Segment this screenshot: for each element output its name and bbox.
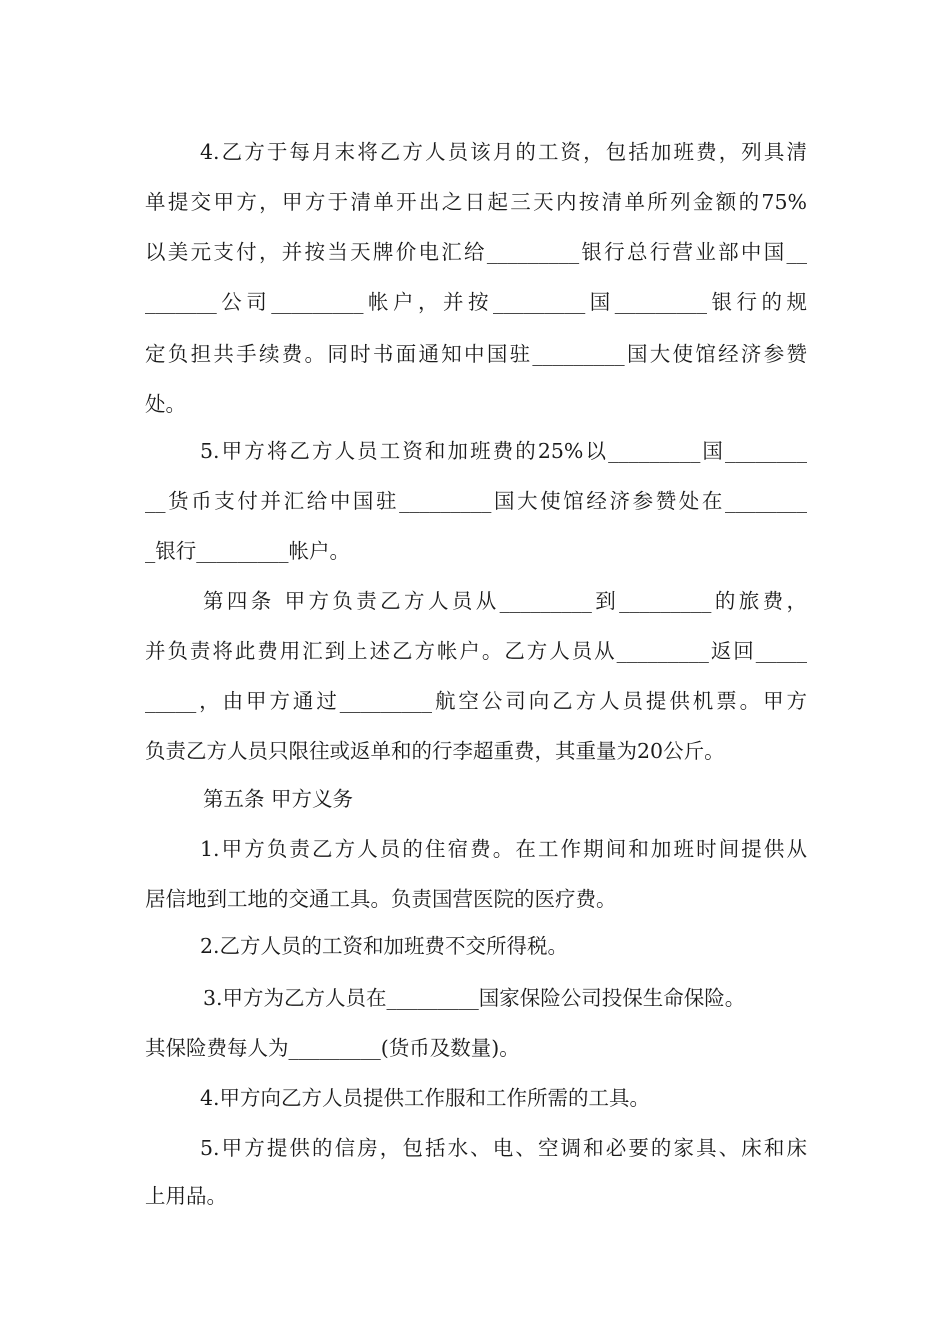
- text-line: _______公司_________帐户，并按_________国_________银行的规: [145, 290, 807, 314]
- text-line: _银行_________帐户。: [145, 539, 350, 563]
- text-line: 3.甲方为乙方人员在_________国家保险公司投保生命保险。: [203, 986, 746, 1010]
- text-line: 并负责将此费用汇到上述乙方帐户。乙方人员从_________返回_____: [145, 639, 807, 663]
- text-line: 4.甲方向乙方人员提供工作服和工作所需的工具。: [200, 1086, 651, 1110]
- text-line: 其保险费每人为_________(货币及数量)。: [145, 1036, 520, 1060]
- text-line: 单提交甲方，甲方于清单开出之日起三天内按清单所列金额的75%: [145, 190, 807, 214]
- text-line: 定负担共手续费。同时书面通知中国驻_________国大使馆经济参赞: [145, 342, 807, 366]
- text-line: 5.甲方提供的信房，包括水、电、空调和必要的家具、床和床: [200, 1136, 807, 1160]
- text-line: 第四条 甲方负责乙方人员从_________到_________的旅费，: [203, 589, 807, 613]
- text-line: 负责乙方人员只限往或返单和的行李超重费，其重量为20公斤。: [145, 739, 725, 763]
- text-line: 居信地到工地的交通工具。负责国营医院的医疗费。: [145, 887, 617, 911]
- text-line: 2.乙方人员的工资和加班费不交所得税。: [200, 934, 569, 958]
- text-line: 4.乙方于每月末将乙方人员该月的工资，包括加班费，列具清: [200, 140, 807, 164]
- text-line: 上用品。: [145, 1184, 227, 1208]
- text-line: _____，由甲方通过_________航空公司向乙方人员提供机票。甲方: [145, 689, 807, 713]
- text-line: 1.甲方负责乙方人员的住宿费。在工作期间和加班时间提供从: [200, 837, 807, 861]
- text-line: 5.甲方将乙方人员工资和加班费的25%以_________国________: [200, 439, 807, 463]
- text-line: 处。: [145, 392, 186, 416]
- text-line: 以美元支付，并按当天牌价电汇给_________银行总行营业部中国__: [145, 240, 807, 264]
- text-line: __货币支付并汇给中国驻_________国大使馆经济参赞处在________: [145, 489, 807, 513]
- section-heading: 第五条 甲方义务: [203, 787, 354, 811]
